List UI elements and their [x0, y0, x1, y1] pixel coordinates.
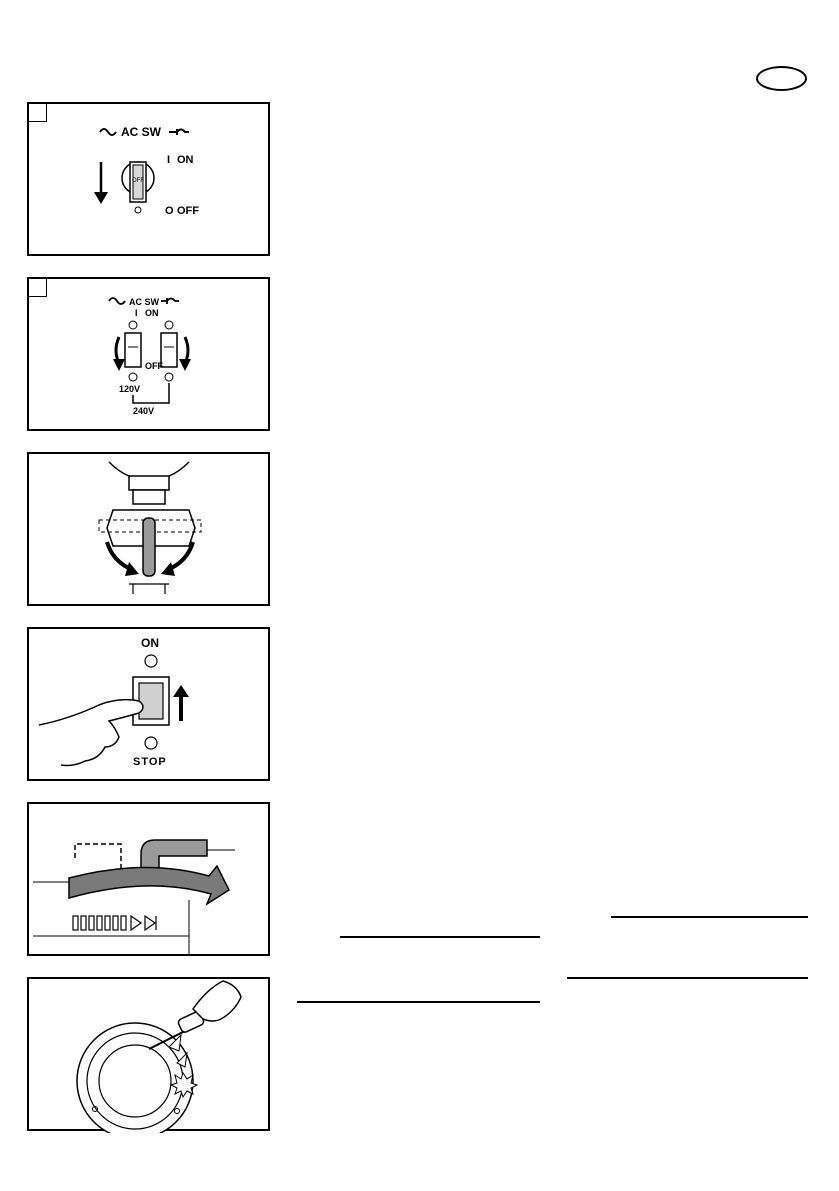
text-rule [567, 977, 808, 979]
language-badge [756, 66, 807, 91]
arrow-down-right-icon [179, 359, 191, 371]
switch-off-text: OFF [132, 178, 144, 184]
engine-stop-label: STOP [133, 756, 167, 768]
engine-on-label: ON [141, 636, 159, 650]
engine-switch-illustration [29, 629, 272, 783]
dual-on-mark: I [135, 308, 138, 318]
off-mark: O [165, 205, 174, 217]
arrow-left-icon [125, 562, 139, 576]
text-rule [611, 916, 808, 918]
text-rule [340, 936, 540, 938]
dual-on-label: ON [145, 308, 159, 318]
choke-lever-illustration [29, 804, 272, 958]
ac-switch-illustration [29, 104, 272, 258]
figure-ac-switch-single [27, 102, 270, 256]
pressing-finger [39, 700, 143, 766]
on-mark: I [167, 154, 171, 166]
on-label: ON [177, 154, 194, 166]
arrow-up-icon [173, 685, 189, 697]
dual-switch-illustration [29, 279, 272, 433]
figure-recoil-starter [27, 977, 270, 1131]
dual-ac-sw-title: AC SW [129, 297, 159, 307]
figure-choke-lever [27, 802, 270, 956]
dual-off-label: OFF [145, 361, 163, 371]
arrow-down-left-icon [113, 359, 125, 371]
text-rule [297, 1001, 540, 1003]
off-label: OFF [177, 205, 199, 217]
figure-fuel-valve [27, 452, 270, 606]
voltage-120-label: 120V [119, 384, 141, 394]
curved-arrow-right-icon [69, 866, 229, 904]
arrow-right-icon [161, 562, 175, 576]
figure-ac-switch-dual [27, 277, 270, 431]
figure-engine-switch [27, 627, 270, 781]
arrow-down-icon [94, 192, 108, 204]
ac-sw-title: AC SW [121, 125, 161, 139]
fuel-valve-illustration [29, 454, 272, 608]
recoil-starter-illustration [29, 979, 272, 1133]
pulling-hand [193, 981, 241, 1021]
voltage-240-label: 240V [133, 406, 155, 416]
